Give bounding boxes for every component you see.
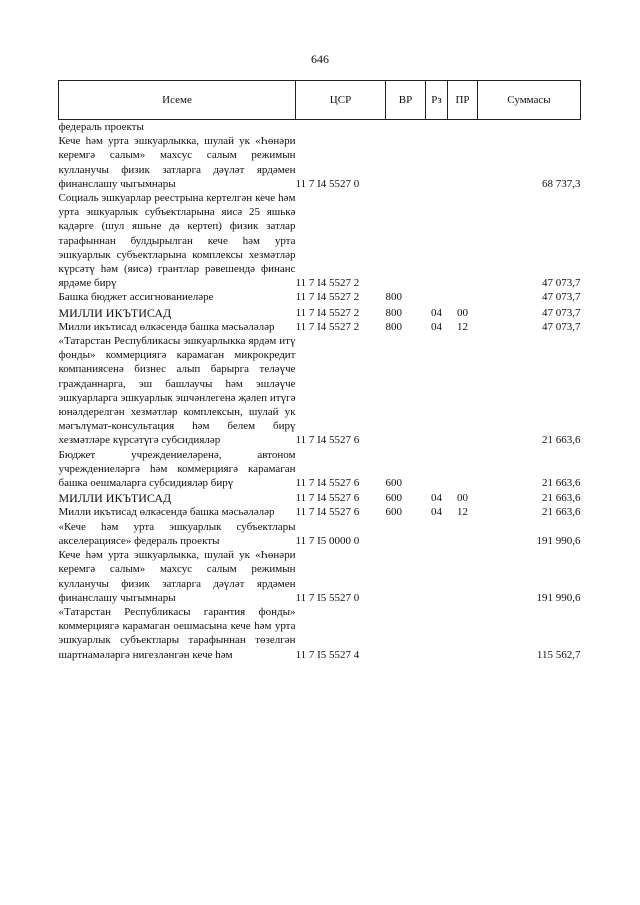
table-row [59,120,581,135]
cell-pr [448,120,478,135]
cell-rz [426,448,448,491]
table-row [59,505,581,519]
table-row [59,191,581,290]
cell-csr [296,120,386,135]
table-row [59,605,581,662]
cell-csr: 11 7 I4 5527 6 [295,434,360,447]
cell-sum: 21 663,6 [542,492,581,505]
cell-pr: 12 [457,506,468,519]
header-rz: Рз [426,81,448,120]
cell-vr [386,334,426,448]
cell-name: Башка бюджет ассигнованиеләре [58,291,214,304]
cell-rz: 04 [431,492,442,505]
cell-rz [426,120,448,135]
cell-sum: 47 073,7 [542,277,581,290]
table-row [59,448,581,491]
cell-sum: 21 663,6 [542,477,581,490]
cell-csr: 11 7 I4 5527 2 [295,277,360,290]
header-name: Исеме [59,81,296,120]
table-row [59,548,581,605]
cell-csr: 11 7 I4 5527 0 [295,177,360,190]
cell-name: Милли икътисад өлкәсендә башка мәсьәләләр [58,320,275,333]
cell-sum [478,120,581,135]
cell-sum: 191 990,6 [536,591,581,604]
cell-csr: 11 7 I4 5527 6 [295,506,360,519]
cell-csr: 11 7 I5 5527 4 [295,648,360,661]
table-row [59,520,581,548]
cell-rz: 04 [431,320,442,333]
cell-csr: 11 7 I5 5527 0 [295,591,360,604]
cell-csr: 11 7 I4 5527 6 [295,492,360,505]
cell-pr: 00 [457,492,468,505]
cell-sum: 47 073,7 [542,320,581,333]
cell-sum: 191 990,6 [536,534,581,547]
cell-name: Кече һәм урта эшкуарлыкка, шулай ук «Һөнәри керемгә салым» махсус салым режимын кулланучы физик затларга дәүләт ярдәмен финанслашу чыгымнары [58,135,296,190]
cell-rz [426,520,448,548]
cell-pr [448,191,478,290]
cell-rz [426,134,448,191]
cell-name: Социаль эшкуарлар реестрына кертелгән кече һәм урта эшкуарлык субъектларына яисә 25 яшькә кадәрге (шул яшьне дә кертеп) физик затлар тарафыннан булдырылган кече һәм урта эшкуарлык субъектларына комплексы хезмәтләр күрсәтү һәм (яисә) грантлар рәвешендә финанс ярдәме бирү [58,192,296,290]
cell-name: Милли икътисад өлкәсендә башка мәсьәләләр [58,506,275,519]
cell-name: «Кече һәм урта эшкуарлык субъектлары акселерациясе» федераль проекты [58,520,296,547]
cell-csr: 11 7 I4 5527 2 [295,320,360,333]
cell-csr: 11 7 I5 0000 0 [295,534,360,547]
page-number: 646 [311,52,329,66]
cell-name: Кече һәм урта эшкуарлыкка, шулай ук «Һөнәри керемгә салым» махсус салым режимын кулланучы физик затларга дәүләт ярдәмен финанслашу чыгымнары [58,549,296,604]
header-sum: Суммасы [478,81,581,120]
table-row [59,320,581,334]
cell-rz: 04 [431,506,442,519]
header-csr: ЦСР [296,81,386,120]
cell-csr: 11 7 I4 5527 6 [295,477,360,490]
header-pr: ПР [448,81,478,120]
cell-pr [448,334,478,448]
cell-name: федераль проекты [58,121,144,133]
cell-vr [386,120,426,135]
cell-vr: 800 [385,291,402,304]
table-row [59,334,581,448]
cell-vr [386,134,426,191]
cell-vr: 600 [385,477,402,490]
cell-pr: 00 [457,306,468,319]
cell-pr [448,605,478,662]
cell-pr [448,520,478,548]
cell-pr [448,448,478,491]
cell-rz [426,605,448,662]
cell-name: «Татарстан Республикасы гарантия фонды» коммерциягә карамаган оешмасына кече һәм урта эшкуарлык субъектлары тарафыннан төзелгән шартнамәләргә нигезләнгән кече һәм [58,605,296,661]
cell-vr: 600 [385,492,402,505]
header-vr: ВР [386,81,426,120]
cell-vr [386,191,426,290]
cell-vr: 800 [385,320,402,333]
cell-vr: 600 [385,506,402,519]
cell-pr [448,134,478,191]
cell-name: МИЛЛИ ИКЪТИСАД [58,305,172,320]
cell-name: МИЛЛИ ИКЪТИСАД [58,491,172,506]
cell-rz [426,191,448,290]
table-row [59,290,581,304]
cell-vr [386,548,426,605]
cell-name: «Татарстан Республикасы эшкуарлыкка ярдәм итү фонды» коммерциягә карамаган микрокредит компаниясенә бизнес алып барырга теләүче гражданнарга, эш башлаучы һәм эшләүче эшкуарларга эшкуарлык эшчәнлегенә җәлеп итүгә юнәлдерелгән хезмәтләр комплексын, шулай ук мәгълүмат-консультация һәм белем бирү хезмәтләре күрсәтүгә субсидияләр [58,335,296,447]
table-row [59,134,581,191]
table-header-row [59,81,581,120]
cell-pr [448,290,478,304]
cell-rz [426,548,448,605]
cell-vr [386,605,426,662]
cell-rz [426,334,448,448]
cell-sum: 47 073,7 [542,306,581,319]
cell-rz [426,290,448,304]
cell-vr: 800 [385,306,402,319]
cell-rz: 04 [431,306,442,319]
cell-sum: 47 073,7 [542,291,581,304]
cell-vr [386,520,426,548]
cell-sum: 21 663,6 [542,434,581,447]
cell-sum: 68 737,3 [542,177,581,190]
cell-csr: 11 7 I4 5527 2 [295,291,360,304]
budget-table [58,80,581,662]
cell-sum: 115 562,7 [536,648,581,661]
table-row [59,490,581,505]
cell-pr: 12 [457,320,468,333]
table-row [59,305,581,320]
cell-pr [448,548,478,605]
cell-name: Бюджет учреждениеләренә, автоном учреждениеләргә һәм коммерциягә карамаган башка оешмаларга субсидияләр бирү [58,448,296,490]
cell-csr: 11 7 I4 5527 2 [295,306,360,319]
cell-sum: 21 663,6 [542,506,581,519]
